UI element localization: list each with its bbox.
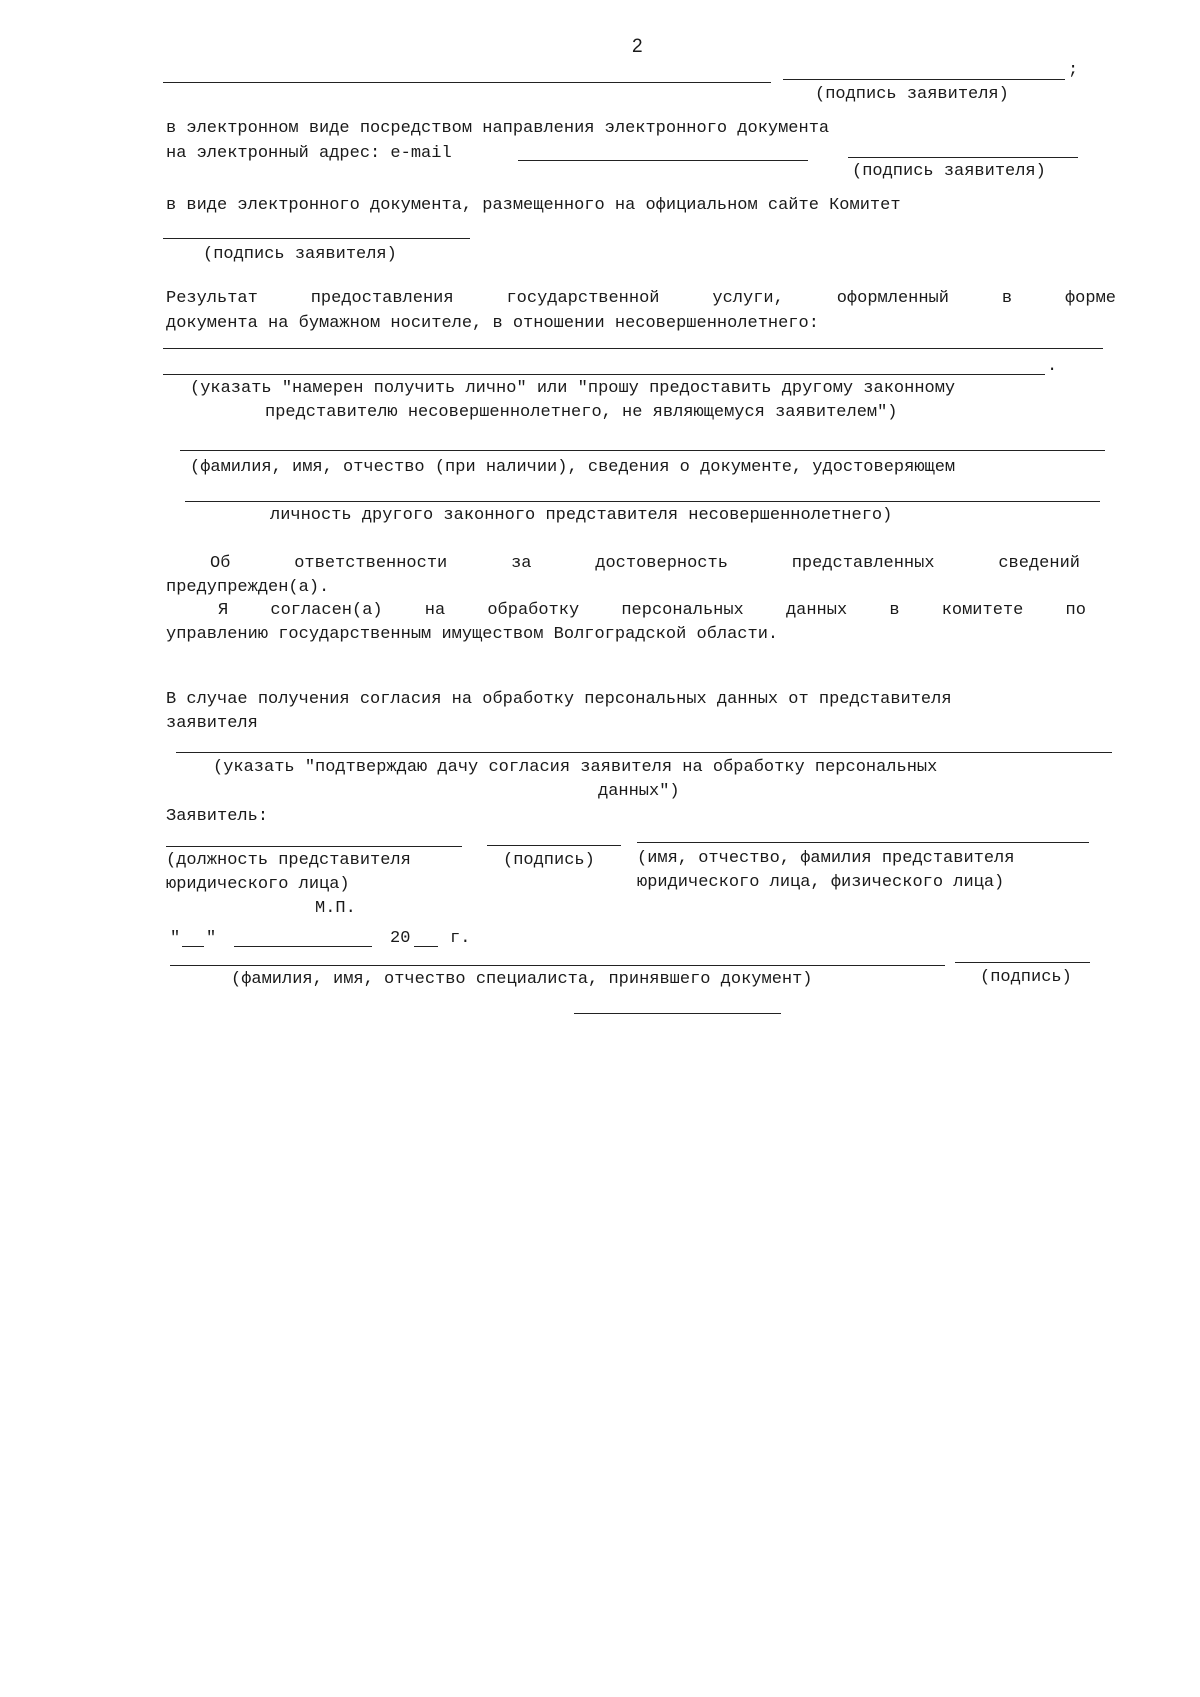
applicant-signature-caption: (подпись заявителя): [852, 162, 1046, 181]
closing-separator: [574, 1013, 781, 1014]
responsibility-word: представленных: [791, 554, 935, 573]
signature-line: [955, 962, 1090, 963]
month-field: [234, 946, 372, 947]
fill-line: [163, 348, 1103, 349]
fill-line: [185, 501, 1100, 502]
date-quote-close: ": [206, 929, 217, 948]
signature-line: [848, 157, 1078, 158]
fill-line: [180, 450, 1105, 451]
applicant-label: Заявитель:: [166, 807, 269, 826]
signature-line: [487, 845, 621, 846]
position-caption: юридического лица): [166, 875, 350, 894]
email-address-field: [518, 160, 808, 161]
responsibility-text-line-2: предупрежден(а).: [166, 578, 330, 597]
semicolon: ;: [1068, 61, 1079, 80]
fill-line: [176, 752, 1112, 753]
name-caption: юридического лица, физического лица): [637, 873, 1005, 892]
specialist-signature-caption: (подпись): [980, 968, 1072, 987]
responsibility-text-line: [210, 553, 1080, 575]
result-text-line-2: документа на бумажном носителе, в отношении несовершеннолетнего:: [166, 314, 819, 333]
applicant-signature-caption: (подпись заявителя): [815, 85, 1009, 104]
specialist-caption: (фамилия, имя, отчество специалиста, принявшего документ): [231, 970, 813, 989]
day-field: [182, 946, 204, 947]
result-word: оформленный: [836, 289, 949, 308]
signature-caption: (подпись): [503, 851, 595, 870]
period: .: [1047, 357, 1058, 376]
responsibility-word: Об: [210, 554, 231, 573]
result-word: форме: [1064, 289, 1116, 308]
result-text-line: [166, 288, 1116, 310]
result-instruction: (указать "намерен получить лично" или "прошу предоставить другому законному: [190, 379, 956, 398]
other-representative-caption: (фамилия, имя, отчество (при наличии), сведения о документе, удостоверяющем: [190, 458, 956, 477]
representative-consent-instruction: (указать "подтверждаю дачу согласия заявителя на обработку персональных: [213, 758, 938, 777]
consent-word: персональных: [621, 601, 744, 620]
email-option-text: в электронном виде посредством направления электронного документа: [166, 119, 830, 138]
consent-word: данных: [785, 601, 848, 620]
fill-line: [163, 82, 771, 83]
email-address-label: на электронный адрес: e-mail: [166, 144, 452, 163]
consent-word: комитете: [941, 601, 1024, 620]
signature-line: [163, 238, 470, 239]
consent-word: обработку: [487, 601, 580, 620]
result-word: Результат: [166, 289, 258, 308]
position-line: [166, 846, 462, 847]
consent-text-line: [218, 600, 1086, 622]
name-caption: (имя, отчество, фамилия представителя: [637, 849, 1015, 868]
year-field: [414, 946, 438, 947]
consent-word: в: [889, 601, 900, 620]
responsibility-word: ответственности: [294, 554, 448, 573]
stamp-place: М.П.: [315, 899, 356, 918]
other-representative-caption: личность другого законного представителя несовершеннолетнего): [270, 506, 893, 525]
date-quote-open: ": [170, 929, 181, 948]
responsibility-word: сведений: [998, 554, 1080, 573]
signature-line: [783, 79, 1065, 80]
consent-word: Я: [218, 601, 229, 620]
year-suffix: г.: [450, 929, 471, 948]
result-instruction: представителю несовершеннолетнего, не являющемуся заявителем"): [265, 403, 898, 422]
result-word: предоставления: [310, 289, 454, 308]
result-word: государственной: [506, 289, 660, 308]
position-caption: (должность представителя: [166, 851, 411, 870]
responsibility-word: достоверность: [595, 554, 728, 573]
specialist-name-line: [170, 965, 945, 966]
representative-consent-text: В случае получения согласия на обработку персональных данных от представителя: [166, 690, 952, 709]
year-prefix: 20: [390, 929, 411, 948]
consent-word: по: [1065, 601, 1086, 620]
applicant-signature-caption: (подпись заявителя): [203, 245, 397, 264]
page-number: 2: [632, 36, 643, 57]
representative-consent-instruction: данных"): [598, 782, 680, 801]
result-word: в: [1001, 289, 1013, 308]
responsibility-word: за: [511, 554, 532, 573]
fill-line: [163, 374, 1045, 375]
consent-text-line-2: управлению государственным имуществом Волгоградской области.: [166, 625, 779, 644]
result-word: услуги,: [712, 289, 784, 308]
representative-consent-text: заявителя: [166, 714, 258, 733]
name-line: [637, 842, 1089, 843]
site-option-text: в виде электронного документа, размещенного на официальном сайте Комитет: [166, 196, 901, 215]
consent-word: согласен(а): [270, 601, 383, 620]
consent-word: на: [424, 601, 446, 620]
